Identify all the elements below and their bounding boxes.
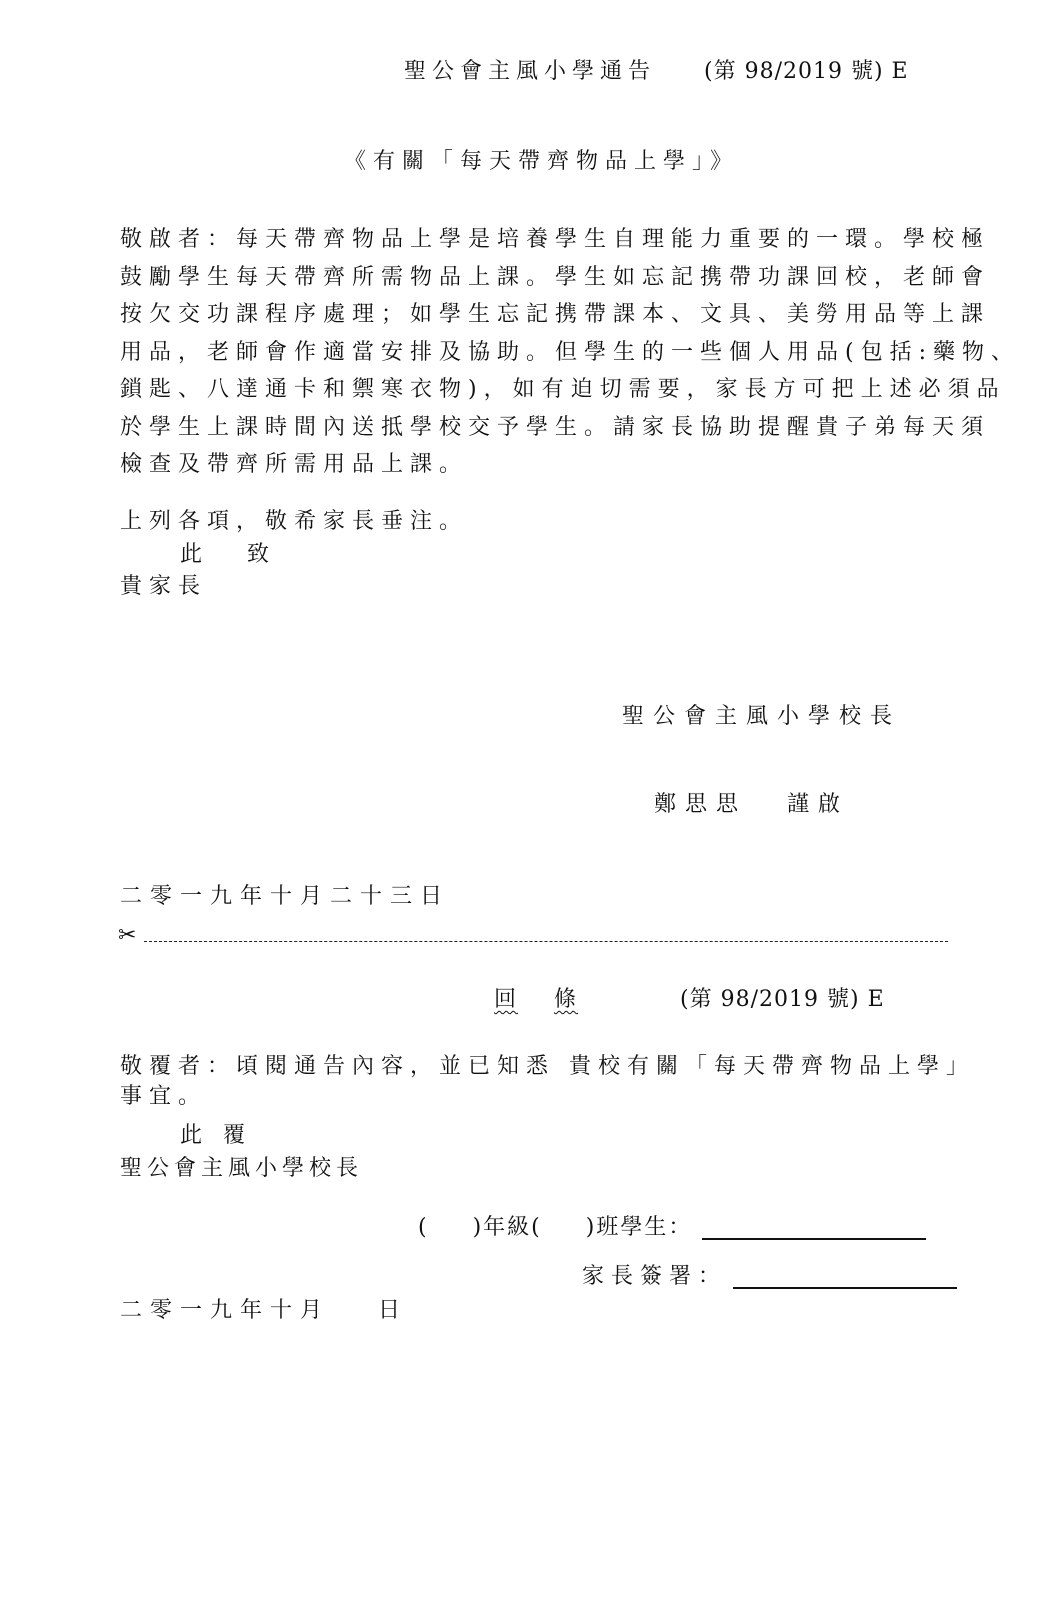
reply-body-line: 敬覆者：頃閱通告內容，並已知悉 貴校有關「每天帶齊物品上學」 — [120, 1054, 975, 1079]
signature-name: 鄭思思 — [654, 792, 748, 817]
notice-title: 《有關「每天帶齊物品上學」》 — [344, 149, 740, 174]
reply-header — [494, 982, 885, 1013]
signature-respect: 謹啟 — [787, 792, 850, 817]
notice-closing: 上列各項，敬希家長垂注。 — [120, 509, 469, 534]
reply-addressee: 聖公會主風小學校長 — [120, 1156, 364, 1181]
notice-ci: 此 — [180, 542, 210, 567]
parent-signature-label: 家長簽署： — [582, 1264, 728, 1289]
notice-body-line: 檢查及帶齊所需用品上課。 — [120, 452, 469, 477]
reply-title — [494, 982, 578, 1013]
notice-body-line: 按欠交功課程序處理；如學生忘記携帶課本、文具、美勞用品等上課 — [120, 302, 991, 327]
notice-header — [404, 54, 909, 85]
reply-date-suffix: 日 — [378, 1298, 409, 1323]
reply-date-prefix: 二零一九年十月 — [120, 1298, 331, 1323]
notice-date: 二零一九年十月二十三日 — [120, 884, 451, 909]
reply-number: (第 98/2019 號) E — [680, 987, 885, 1012]
notice-cizhi — [180, 540, 276, 570]
reply-title-first: 回 — [494, 987, 519, 1012]
notice-body-line: 用品，老師會作適當安排及協助。但學生的一些個人用品(包括:藥物、 — [120, 339, 1020, 365]
notice-number: (第 98/2019 號) E — [704, 59, 909, 84]
notice-body-line: 鼓勵學生每天帶齊所需物品上課。學生如忘記携帶功課回校，老師會 — [120, 264, 991, 290]
notice-body-line: 敬啟者：每天帶齊物品上學是培養學生自理能力重要的一環。學校極 — [120, 227, 991, 252]
cut-line — [118, 923, 948, 950]
student-label: )班學生： — [585, 1215, 693, 1240]
reply-title-second: 條 — [554, 987, 579, 1012]
notice-zhi: 致 — [247, 542, 277, 567]
notice-body-line: 於學生上課時間內送抵學校交予學生。請家長協助提醒貴子弟每天須 — [120, 414, 991, 440]
notice-header-title: 聖公會主風小學通告 — [404, 59, 657, 84]
dashed-divider — [144, 941, 948, 942]
parent-signature-row — [582, 1259, 957, 1290]
notice-body-line: 鎖匙、八達通卡和禦寒衣物)，如有迫切需要，家長方可把上述必須品 — [120, 377, 1006, 402]
signature-block — [654, 790, 849, 820]
parent-signature-line[interactable] — [733, 1265, 957, 1289]
reply-fu: 覆 — [223, 1123, 253, 1148]
reply-ci: 此 — [180, 1123, 210, 1148]
reply-body — [120, 1052, 975, 1112]
student-name-line[interactable] — [702, 1216, 926, 1240]
notice-addressee: 貴家長 — [120, 574, 208, 599]
reply-body-line: 事宜。 — [120, 1084, 208, 1109]
notice-body — [120, 221, 1020, 484]
grade-label: )年級( — [472, 1215, 542, 1240]
scissors-icon: ✂ — [118, 923, 137, 948]
signature-school: 聖公會主風小學校長 — [622, 704, 902, 729]
reply-cifu — [180, 1121, 252, 1151]
student-class-row — [418, 1210, 926, 1241]
grade-paren-open: ( — [418, 1215, 429, 1240]
reply-date — [120, 1296, 408, 1326]
